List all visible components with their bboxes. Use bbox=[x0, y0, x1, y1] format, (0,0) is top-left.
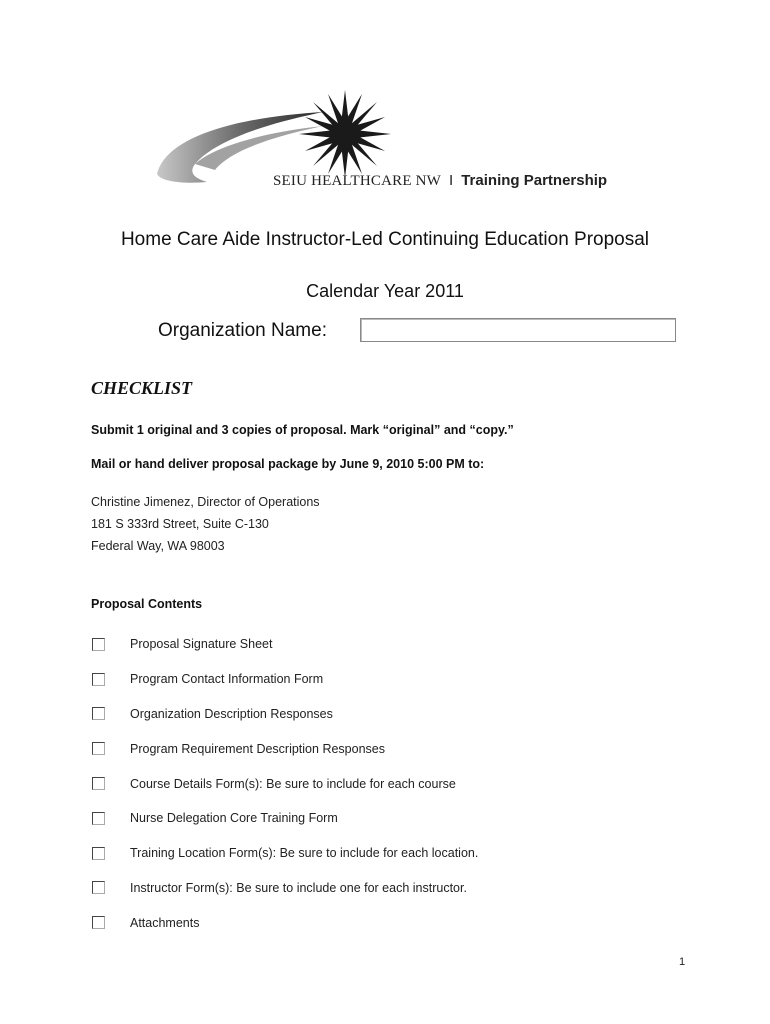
checklist-item bbox=[91, 731, 651, 766]
logo-separator: I bbox=[449, 172, 454, 189]
mailing-address bbox=[91, 491, 320, 557]
logo-org-name: SEIU HEALTHCARE NW bbox=[273, 173, 442, 189]
page-number: 1 bbox=[679, 956, 686, 968]
proposal-contents-heading: Proposal Contents bbox=[91, 597, 203, 611]
checklist-checkbox[interactable] bbox=[92, 638, 105, 651]
checklist-item bbox=[91, 697, 651, 732]
checklist-checkbox[interactable] bbox=[92, 881, 105, 894]
proposal-contents-checklist bbox=[91, 627, 651, 940]
organization-name-input[interactable] bbox=[360, 318, 676, 342]
page-title: Home Care Aide Instructor-Led Continuing Education Proposal bbox=[120, 229, 650, 250]
submission-instruction: Submit 1 original and 3 copies of proposal. Mark “original” and “copy.” bbox=[91, 423, 514, 437]
checklist-item-label: Organization Description Responses bbox=[130, 706, 333, 721]
checklist-checkbox[interactable] bbox=[92, 673, 105, 686]
checklist-item-label: Instructor Form(s): Be sure to include one for each instructor. bbox=[130, 880, 467, 895]
address-line-name: Christine Jimenez, Director of Operations bbox=[91, 495, 320, 509]
checklist-checkbox[interactable] bbox=[92, 777, 105, 790]
logo bbox=[155, 82, 615, 200]
checklist-checkbox[interactable] bbox=[92, 847, 105, 860]
address-line-city: Federal Way, WA 98003 bbox=[91, 539, 225, 553]
logo-program-name: Training Partnership bbox=[461, 172, 608, 189]
delivery-instruction: Mail or hand deliver proposal package by June 9, 2010 5:00 PM to: bbox=[91, 457, 485, 471]
checklist-item-label: Course Details Form(s): Be sure to include for each course bbox=[130, 776, 456, 791]
checklist-checkbox[interactable] bbox=[92, 707, 105, 720]
checklist-checkbox[interactable] bbox=[92, 742, 105, 755]
checklist-item bbox=[91, 905, 651, 940]
checklist-item-label: Nurse Delegation Core Training Form bbox=[130, 811, 338, 826]
checklist-item bbox=[91, 627, 651, 662]
checklist-item bbox=[91, 871, 651, 906]
calendar-year: Calendar Year 2011 bbox=[306, 281, 464, 301]
checklist-item bbox=[91, 836, 651, 871]
checklist-heading: CHECKLIST bbox=[91, 378, 193, 398]
checklist-checkbox[interactable] bbox=[92, 916, 105, 929]
checklist-item-label: Program Contact Information Form bbox=[130, 672, 324, 687]
checklist-item-label: Training Location Form(s): Be sure to include for each location. bbox=[130, 846, 479, 861]
address-line-street: 181 S 333rd Street, Suite C-130 bbox=[91, 517, 269, 531]
checklist-checkbox[interactable] bbox=[92, 812, 105, 825]
logo-wordmark bbox=[273, 172, 607, 190]
checklist-item-label: Program Requirement Description Responses bbox=[130, 741, 385, 756]
checklist-item bbox=[91, 801, 651, 836]
checklist-item-label: Attachments bbox=[130, 915, 200, 930]
organization-name-label: Organization Name: bbox=[158, 320, 327, 341]
checklist-item bbox=[91, 766, 651, 801]
checklist-item bbox=[91, 662, 651, 697]
checklist-item-label: Proposal Signature Sheet bbox=[130, 637, 273, 652]
